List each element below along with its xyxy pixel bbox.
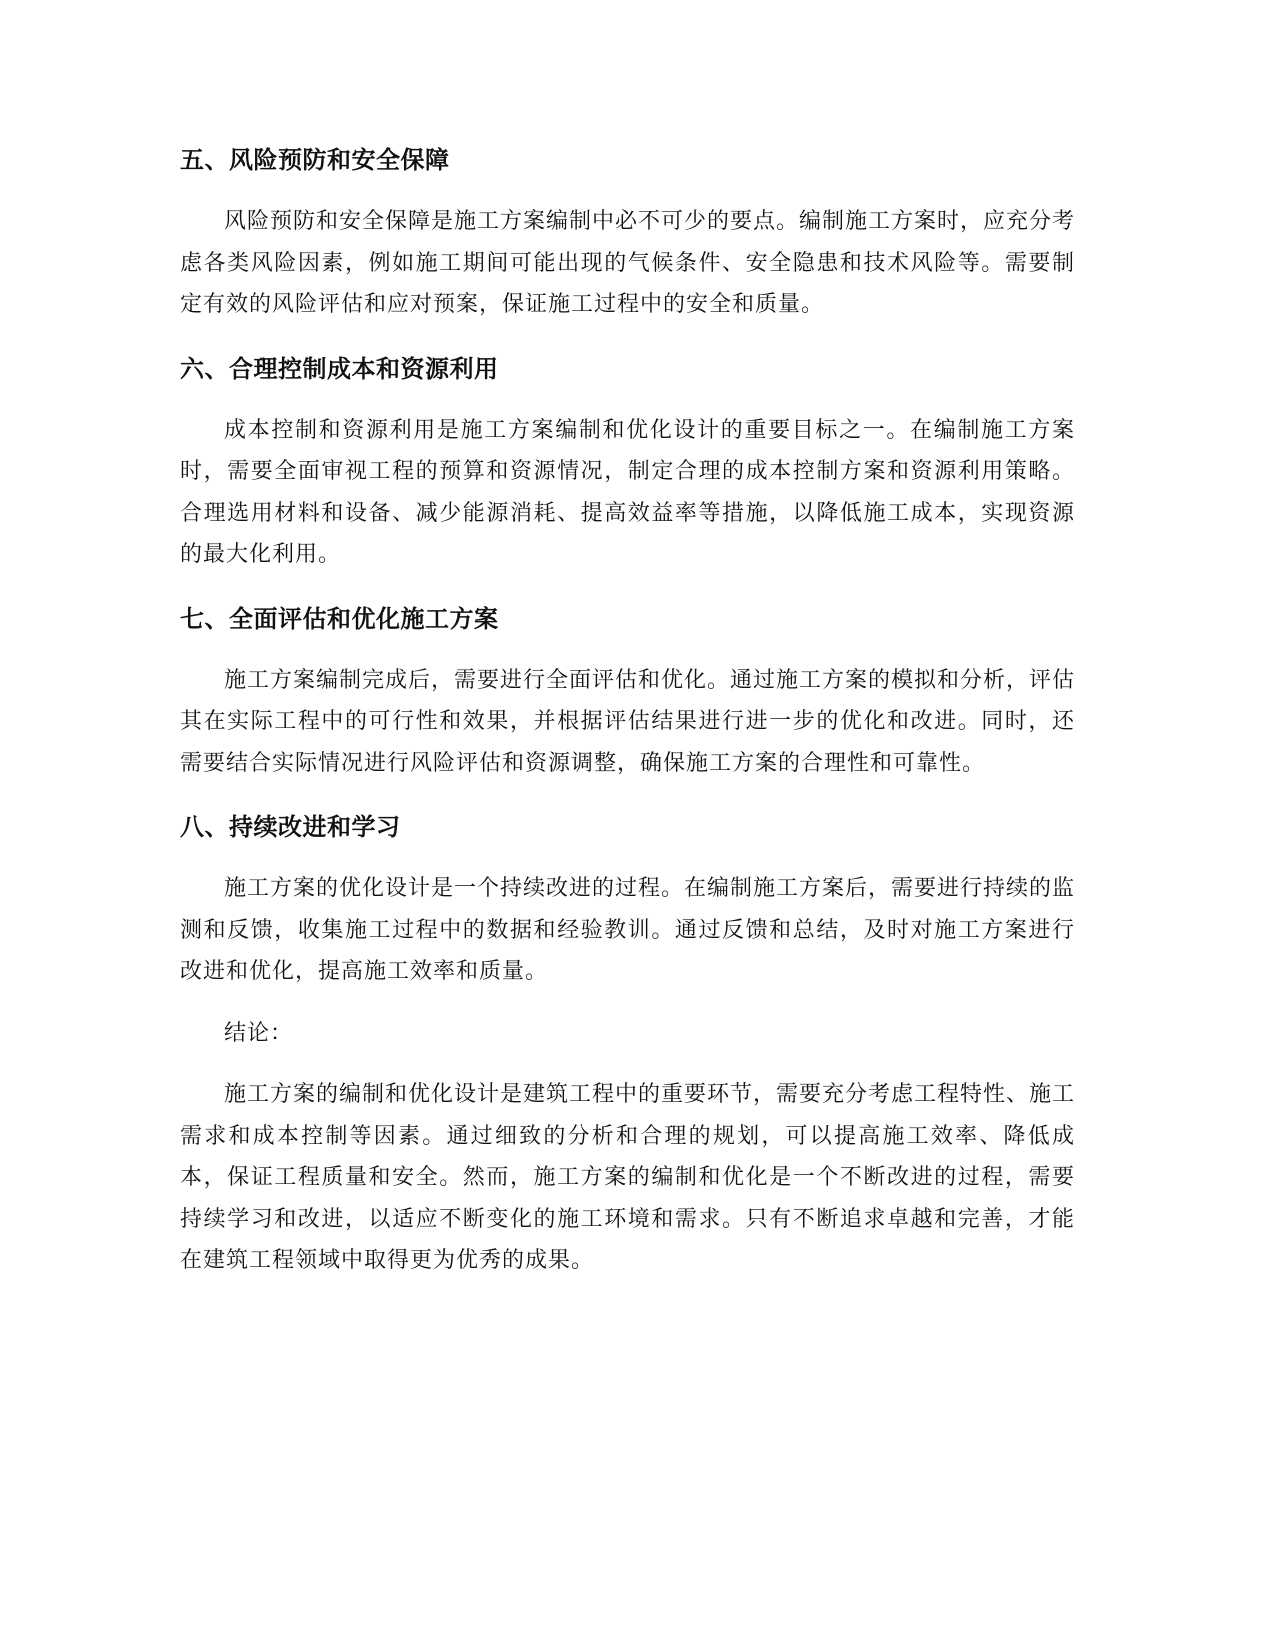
section-evaluation xyxy=(180,596,1075,785)
section-continuous-improvement xyxy=(180,804,1075,993)
section-conclusion xyxy=(180,1013,1075,1282)
section-paragraph: 成本控制和资源利用是施工方案编制和优化设计的重要目标之一。在编制施工方案时，需要全面审视工程的预算和资源情况，制定合理的成本控制方案和资源利用策略。合理选用材料和设备、减少能源消耗、提高效益率等措施，以降低施工成本，实现资源的最大化利用。 xyxy=(180,417,1075,567)
section-paragraph: 施工方案的优化设计是一个持续改进的过程。在编制施工方案后，需要进行持续的监测和反馈，收集施工过程中的数据和经验教训。通过反馈和总结，及时对施工方案进行改进和优化，提高施工效率和质量。 xyxy=(180,876,1076,984)
section-risk-prevention xyxy=(180,137,1075,326)
section-paragraph: 施工方案编制完成后，需要进行全面评估和优化。通过施工方案的模拟和分析，评估其在实际工程中的可行性和效果，并根据评估结果进行进一步的优化和改进。同时，还需要结合实际情况进行风险评估和资源调整，确保施工方案的合理性和可靠性。 xyxy=(180,667,1076,776)
conclusion-paragraph: 施工方案的编制和优化设计是建筑工程中的重要环节，需要充分考虑工程特性、施工需求和成本控制等因素。通过细致的分析和合理的规划，可以提高施工效率、降低成本，保证工程质量和安全。然而，施工方案的编制和优化是一个不断改进的过程，需要持续学习和改进，以适应不断变化的施工环境和需求。只有不断追求卓越和完善，才能在建筑工程领域中取得更为优秀的成果。 xyxy=(180,1082,1076,1273)
document-page xyxy=(180,137,1075,1282)
conclusion-label: 结论： xyxy=(224,1020,294,1046)
section-heading: 七、全面评估和优化施工方案 xyxy=(180,604,499,633)
section-heading: 六、合理控制成本和资源利用 xyxy=(180,354,499,383)
section-heading: 五、风险预防和安全保障 xyxy=(180,146,450,174)
section-cost-control xyxy=(180,346,1075,576)
section-paragraph: 风险预防和安全保障是施工方案编制中必不可少的要点。编制施工方案时，应充分考虑各类风险因素，例如施工期间可能出现的气候条件、安全隐患和技术风险等。需要制定有效的风险评估和应对预案，保证施工过程中的安全和质量。 xyxy=(180,209,1076,317)
section-heading: 八、持续改进和学习 xyxy=(180,813,401,841)
